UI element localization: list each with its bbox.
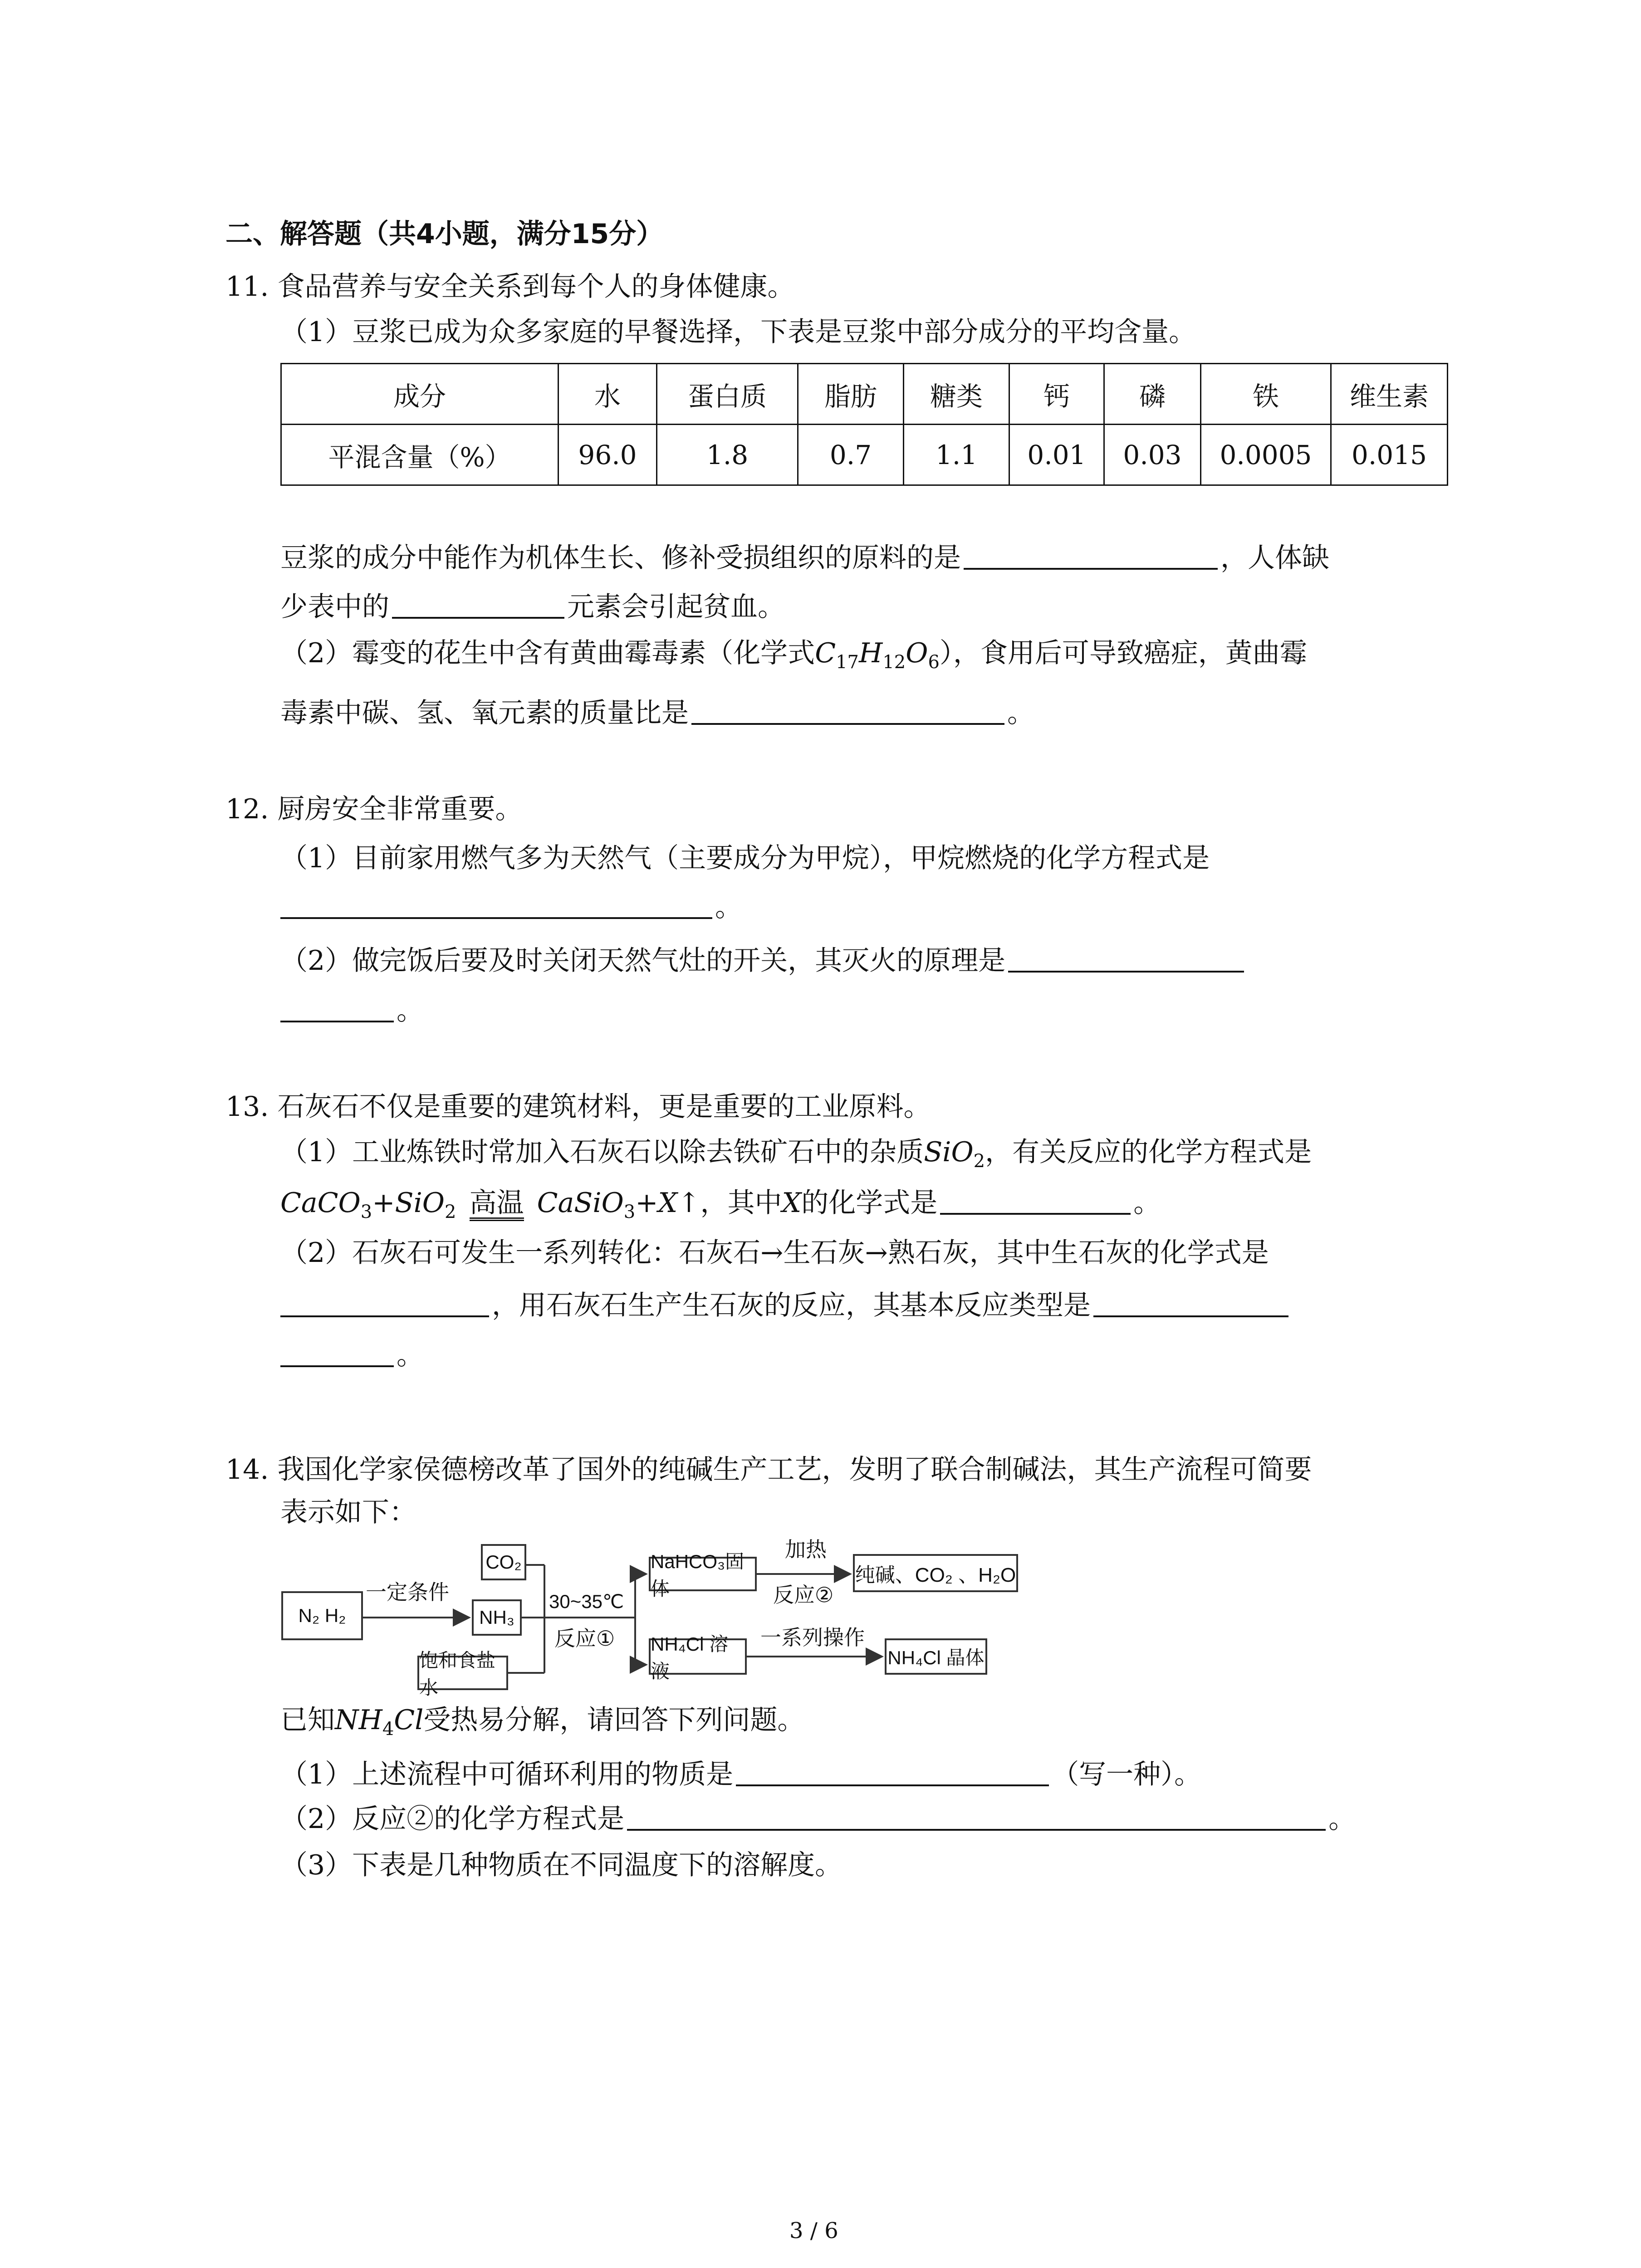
nh4cl-crystal-box: NH₄Cl 晶体 — [885, 1638, 987, 1675]
question-14-part3: （3）下表是几种物质在不同温度下的溶解度。 — [280, 1849, 843, 1881]
table-cell: 平混含量（%） — [281, 425, 558, 485]
question-12-part1-answer: 。 — [280, 889, 742, 925]
table-cell: 0.03 — [1104, 425, 1201, 485]
nahco3-box: NaHCO₃固体 — [649, 1557, 757, 1591]
table-header-cell: 蛋白质 — [657, 364, 798, 425]
question-12-part1: （1）目前家用燃气多为天然气（主要成分为甲烷），甲烷燃烧的化学方程式是 — [280, 842, 1210, 874]
question-13-part2: （2）石灰石可发生一系列转化：石灰石→生石灰→熟石灰，其中生石灰的化学式是 — [280, 1237, 1269, 1269]
table-cell: 1.8 — [657, 425, 798, 485]
table-header-cell: 脂肪 — [798, 364, 904, 425]
products-box: 纯碱、CO₂ 、H₂O — [853, 1554, 1018, 1592]
table-cell: 1.1 — [904, 425, 1009, 485]
question-11-stem: 11. 食品营养与安全关系到每个人的身体健康。 — [225, 271, 795, 303]
table-header-cell: 糖类 — [904, 364, 1009, 425]
question-11-line1: 豆浆的成分中能作为机体生长、修补受损组织的原料的是 ，人体缺 — [280, 540, 1329, 576]
page-number: 3 / 6 — [789, 2218, 838, 2244]
table-cell: 96.0 — [558, 425, 657, 485]
table-cell: 0.7 — [798, 425, 904, 485]
question-11-part2: （2）霉变的花生中含有黄曲霉毒素（化学式$C_{17}H_{12}O_6$），食用后可导致癌症，黄曲霉 — [280, 637, 1307, 673]
co2-box: CO₂ — [481, 1544, 526, 1580]
table-header-cell: 维生素 — [1331, 364, 1448, 425]
question-14-part1: （1）上述流程中可循环利用的物质是 （写一种）。 — [280, 1756, 1201, 1793]
question-13-part1: （1）工业炼铁时常加入石灰石以除去铁矿石中的杂质SiO$_2$，有关反应的化学方程式是 — [280, 1136, 1312, 1172]
answer-blank[interactable] — [736, 1757, 1049, 1786]
operations-label: 一系列操作 — [760, 1626, 865, 1649]
question-13-equation: CaCO$_3$+SiO$_2$ 高温 CaSiO$_3$+X↑，其中X的化学式是 。 — [280, 1185, 1161, 1230]
question-13-part2-cont: ，用石灰石生产生石灰的反应，其基本反应类型是 — [280, 1287, 1291, 1324]
reaction-2-label: 反应② — [773, 1583, 834, 1607]
table-cell: 0.01 — [1009, 425, 1104, 485]
condition-label: 一定条件 — [366, 1580, 449, 1604]
question-13-stem: 13. 石灰石不仅是重要的建筑材料，更是重要的工业原料。 — [225, 1091, 931, 1123]
table-cell: 0.015 — [1331, 425, 1448, 485]
section-title: 二、解答题（共4小题，满分15分） — [225, 218, 664, 250]
table-header-cell: 水 — [558, 364, 657, 425]
nh3-box: NH₃ — [472, 1599, 522, 1636]
question-14-stem-cont: 表示如下： — [280, 1496, 416, 1528]
reaction-1-label: 反应① — [554, 1627, 615, 1650]
table-header-cell: 铁 — [1201, 364, 1331, 425]
table-cell: 0.0005 — [1201, 425, 1331, 485]
table-header-cell: 钙 — [1009, 364, 1104, 425]
heat-label: 加热 — [785, 1538, 827, 1561]
brine-box: 饱和食盐水 — [417, 1656, 508, 1690]
table-header-cell: 成分 — [281, 364, 558, 425]
question-11-line2: 少表中的 元素会引起贫血。 — [280, 589, 785, 625]
nh4cl-solution-box: NH₄Cl 溶液 — [649, 1638, 747, 1675]
table-header-cell: 磷 — [1104, 364, 1201, 425]
reactant-box-n2-h2: N₂ H₂ — [281, 1591, 363, 1640]
question-14-part2: （2）反应②的化学方程式是 。 — [280, 1801, 1356, 1837]
question-11-part2-cont: 毒素中碳、氢、氧元素的质量比是 。 — [280, 695, 1034, 731]
question-13-part2-answer: 。 — [280, 1337, 424, 1374]
question-14-known: 已知$NH_4Cl$受热易分解，请回答下列问题。 — [280, 1704, 805, 1740]
question-14-stem: 14. 我国化学家侯德榜改革了国外的纯碱生产工艺，发明了联合制碱法，其生产流程可简要 — [225, 1454, 1312, 1486]
temperature-label: 30~35℃ — [549, 1591, 624, 1612]
question-11-part1: （1）豆浆已成为众多家庭的早餐选择，下表是豆浆中部分成分的平均含量。 — [280, 316, 1196, 348]
answer-blank[interactable] — [627, 1802, 1326, 1831]
question-12-part2: （2）做完饭后要及时关闭天然气灶的开关，其灭火的原理是 — [280, 943, 1247, 979]
question-12-part2-answer: 。 — [280, 992, 424, 1029]
question-12-stem: 12. 厨房安全非常重要。 — [225, 793, 523, 825]
reaction-condition: 高温 — [470, 1188, 524, 1221]
